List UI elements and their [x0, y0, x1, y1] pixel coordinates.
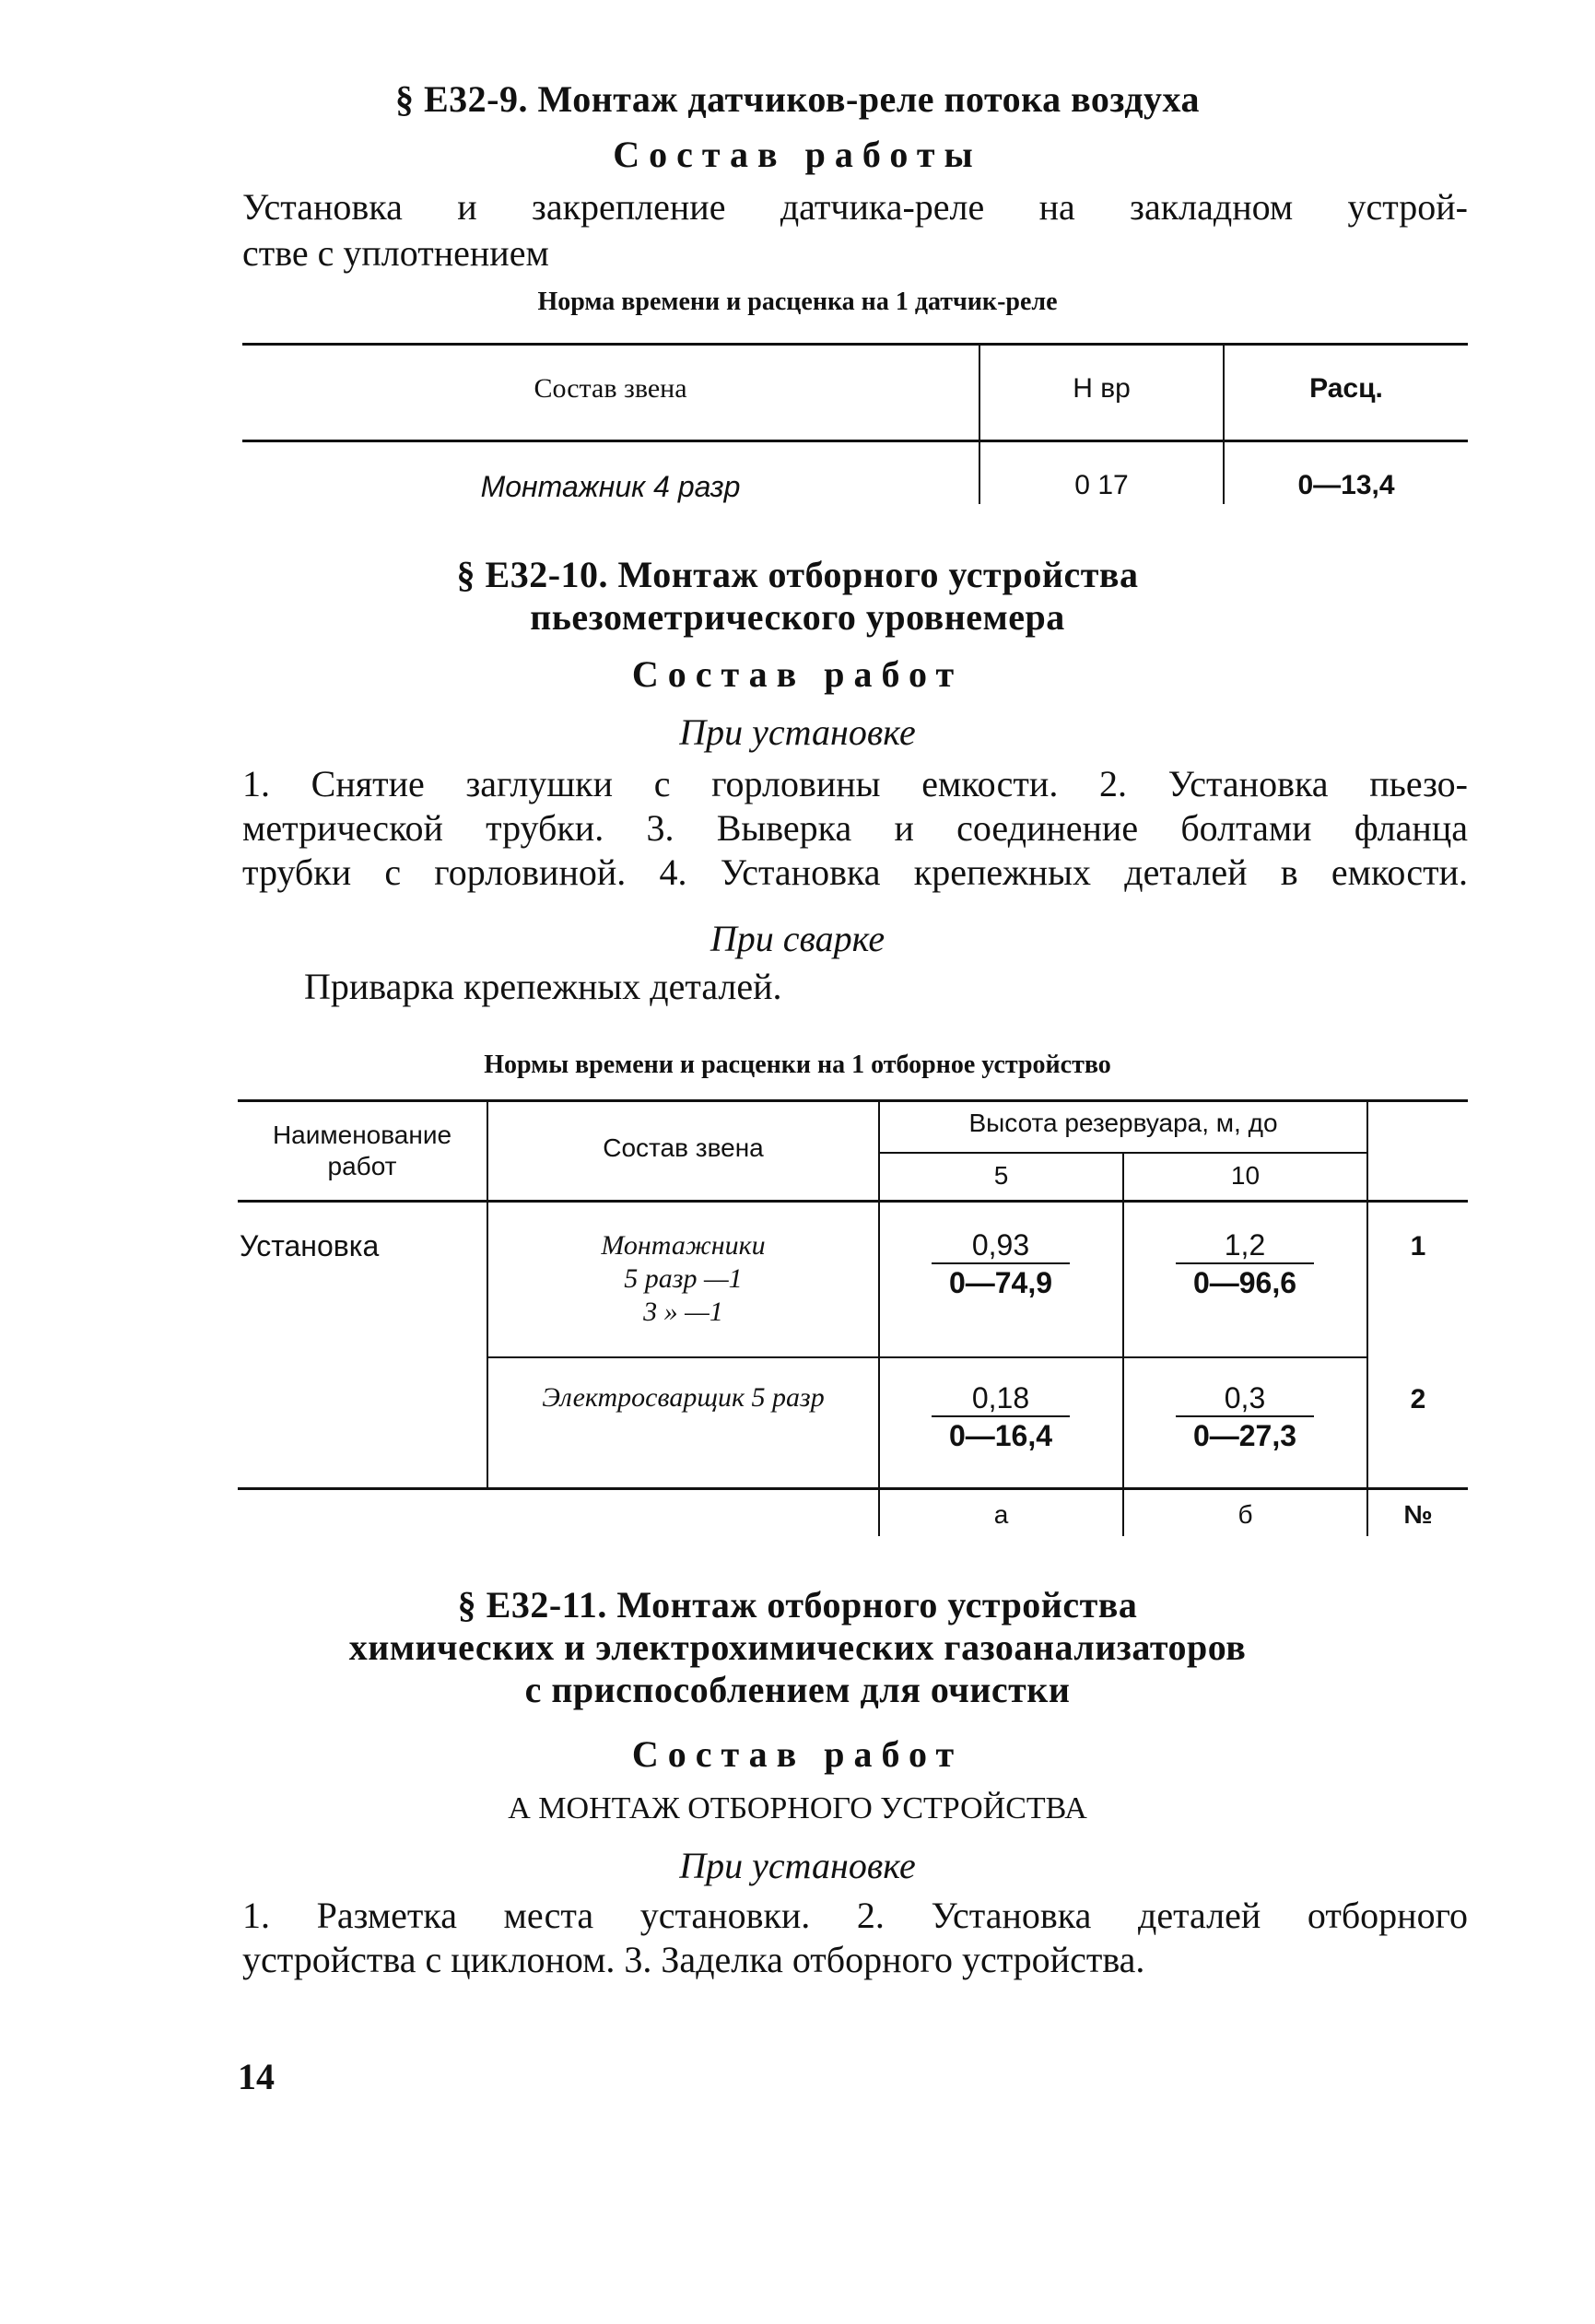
page-number: 14	[238, 2056, 275, 2097]
norm-time: 0,18	[971, 1381, 1030, 1414]
table-row-rule	[488, 1356, 1368, 1358]
rate: 0—27,3	[1192, 1419, 1297, 1452]
table-header-crew: Состав звена	[534, 373, 687, 404]
table-cell-row1-col-b	[1162, 1227, 1328, 1301]
table-divider	[1366, 1099, 1368, 1536]
table-header-crew: Состав звена	[603, 1133, 764, 1162]
section-e32-9-composition-heading: Состав работы	[613, 134, 982, 175]
table-header-col10: 10	[1230, 1161, 1261, 1190]
section-e32-10-install-line3: трубки с горловиной. 4. Установка крепежных деталей в емкости.	[242, 851, 1468, 893]
table-header-time: Н вр	[1073, 373, 1131, 404]
table-cell-work-name: Установка	[240, 1229, 380, 1262]
section-e32-10-composition-heading: Состав работ	[631, 653, 964, 695]
section-e32-11-title-line2: химических и электрохимических газоанализаторов	[348, 1626, 1247, 1668]
table-header-col5: 5	[993, 1161, 1009, 1190]
table-header-rule	[238, 1200, 1468, 1203]
section-e32-10-sub-weld: При сварке	[710, 918, 885, 959]
table-cell-row-number: 2	[1410, 1384, 1426, 1414]
section-e32-11-title-line3: с приспособлением для очистки	[524, 1669, 1071, 1710]
table-cell-crew: Монтажник 4 разр	[480, 470, 741, 503]
section-e32-10-sub-install: При установке	[679, 711, 916, 753]
table-bottom-rule	[238, 1487, 1468, 1490]
norm-time: 0,93	[971, 1228, 1030, 1262]
section-e32-11-install-line1: 1. Разметка места установки. 2. Установка деталей отборного	[242, 1895, 1468, 1936]
rate: 0—74,9	[948, 1266, 1053, 1299]
section-e32-10-weld-text: Приварка крепежных деталей.	[304, 966, 782, 1007]
section-e32-9-text-line2: стве с уплотнением	[242, 232, 549, 274]
table-cell-row1-col-a	[918, 1227, 1084, 1301]
table-cell-time: 0 17	[1074, 470, 1129, 500]
norm-time: 1,2	[1224, 1228, 1266, 1262]
crew-line: Монтажники	[601, 1230, 766, 1261]
section-e32-9-text-line1: Установка и закрепление датчика-реле на закладном устрой-	[242, 186, 1468, 228]
rate: 0—16,4	[948, 1419, 1053, 1452]
table-header-height: Высота резервуара, м, до	[968, 1109, 1278, 1137]
section-e32-10-table-caption: Нормы времени и расценки на 1 отборное устройство	[484, 1050, 1111, 1079]
table-divider	[1122, 1152, 1124, 1536]
section-e32-11-part-a-heading: А МОНТАЖ ОТБОРНОГО УСТРОЙСТВА	[508, 1791, 1087, 1825]
table-header-rate: Расц.	[1309, 373, 1383, 404]
rate: 0—96,6	[1192, 1266, 1297, 1299]
crew-line: 5 разр —1	[624, 1263, 743, 1294]
table-cell-crew	[488, 1229, 878, 1329]
section-e32-10-title-line1: § Е32-10. Монтаж отборного устройства	[456, 554, 1139, 595]
table-cell-rate: 0—13,4	[1297, 470, 1395, 500]
section-e32-10-title-line2: пьезометрического уровнемера	[530, 596, 1065, 638]
section-e32-11-composition-heading: Состав работ	[631, 1733, 964, 1775]
section-e32-9-title: § Е32-9. Монтаж датчиков-реле потока воздуха	[395, 78, 1200, 120]
table-cell-row2-col-a	[918, 1380, 1084, 1454]
table-subheader-rule	[880, 1152, 1368, 1154]
section-e32-10-install-line2: метрической трубки. 3. Выверка и соединение болтами фланца	[242, 807, 1468, 849]
table-footer-col-a: а	[993, 1500, 1009, 1529]
table-footer-col-b: б	[1237, 1500, 1253, 1529]
norm-time: 0,3	[1224, 1381, 1266, 1414]
section-e32-11-title-line1: § Е32-11. Монтаж отборного устройства	[457, 1584, 1138, 1626]
table-top-rule	[242, 343, 1468, 346]
table-header-rule	[242, 440, 1468, 442]
section-e32-11-sub-install: При установке	[679, 1845, 916, 1886]
table-footer-number-sign: №	[1403, 1500, 1433, 1529]
section-e32-10-install-line1: 1. Снятие заглушки с горловины емкости. 2. Установка пьезо-	[242, 763, 1468, 804]
section-e32-9-table-caption: Норма времени и расценка на 1 датчик-реле	[537, 288, 1058, 316]
crew-line: 3 » —1	[643, 1297, 723, 1327]
table-header-name: работ	[327, 1152, 397, 1180]
table-cell-row2-col-b	[1162, 1380, 1328, 1454]
table-cell-crew: Электросварщик 5 разр	[542, 1382, 825, 1413]
section-e32-11-install-line2: устройства с циклоном. 3. Заделка отборного устройства.	[242, 1939, 1145, 1980]
table-cell-row-number: 1	[1410, 1231, 1426, 1262]
table-header-name: Наименование	[272, 1121, 452, 1149]
table-top-rule	[238, 1099, 1468, 1102]
